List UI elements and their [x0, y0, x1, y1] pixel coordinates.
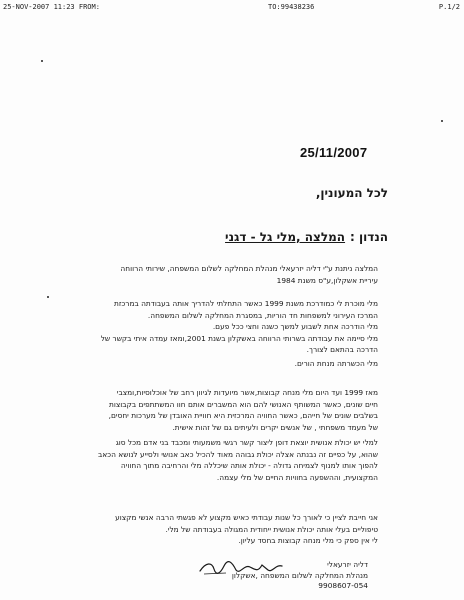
paragraph-line: מלי מוכרת לי כמודרכת משנת 1999 כאשר התחלתי להדריך אותה בעבודתה במרכזת: [113, 299, 378, 308]
paragraph-line: של מעמד משפחתי , של אנשים יקרים ולעיתים גם של זהות אישית.: [172, 422, 378, 432]
paragraph-2: [18, 298, 378, 356]
letter-addressee: לכל המעונין,: [315, 186, 388, 200]
paragraph-line: חיים שונים, כאשר המשותף האנושי להם הוא המשברים אותם חוו המשתתפים בקבוצות: [109, 399, 378, 409]
fax-page-number: P.1/2: [438, 3, 460, 11]
signer-name: דליה יזרעאלי: [327, 560, 368, 569]
paragraph-line: המלצה ניתנת ע"י דליה יזרעאלי מנהלת המחלקה לשלום המשפחה, שירותי הרווחה: [120, 264, 378, 273]
scan-speck: [441, 120, 443, 122]
paragraph-line: מלי הכשרתה מנחת הורים.: [294, 359, 378, 368]
paragraph-line: המרכז העירוני למשפחות חד הוריות, במסגרת המחלקה לשלום המשפחה.: [147, 310, 378, 320]
paragraph-5: [18, 437, 378, 483]
paragraph-line: מלי הודרכה אחת לשבוע למשך כשנה וחצי ככל פעם.: [212, 322, 378, 331]
paragraph-line: להפוך אותו למנוף לצמיחה גדולה - יכולת אותה שיכללה מלי והרחיבה מתוך החוויה: [120, 461, 378, 470]
paragraph-line: אני חייבת לציין כי לאורך כל שנות עבודתי כאיש מקצוע לא פגשתי הרבה אנשי מקצוע: [115, 513, 378, 522]
paragraph-line: עיריית אשקלון,ע"ס משנת 1984: [276, 275, 378, 285]
paragraph-line: המקצועית, וההשפעה בחוויות החיים של מלי עצמה.: [216, 472, 378, 482]
fax-header: [0, 3, 464, 15]
paragraph-line: הדרכה בהתאם לצורך.: [306, 345, 378, 354]
fax-timestamp: 25-NOV-2007 11:23 FROM:: [3, 3, 100, 11]
paragraph-6: [18, 512, 378, 547]
paragraph-4: [18, 387, 378, 433]
paragraph-line: בשלבים שונים של חייהם, כאשר החוויה המרכזית היא חוויית האובדן של מערכות יחסים,: [108, 411, 378, 420]
signer-phone: 9908607-054: [318, 581, 368, 590]
paragraph-line: למלי יש יכולת אנושית יוצאת דופן ליצור קשר רגשי משמעותי ומכבד בני אדם מכל סוג: [115, 438, 378, 447]
letter-subject: [225, 230, 388, 244]
signer-title: מנהלת המחלקה לשלום המשפחה ,אשקלון: [231, 570, 368, 580]
letter-date: 25/11/2007: [300, 145, 368, 160]
scan-speck: [47, 296, 49, 298]
paragraph-1: [18, 263, 378, 286]
paragraph-line: לי אין ספק כי מלי מנחה קבוצות בחסד עליון.: [238, 536, 378, 545]
fax-recipient: TO:99438236: [268, 3, 315, 11]
scan-speck: [41, 60, 43, 62]
paragraph-3: [18, 358, 378, 370]
paragraph-line: טיפוליים בעלי אותה יכולת אנושית ייחודית המגולה בעבודתה של מלי.: [165, 524, 378, 534]
paragraph-line: מלי סיימה את עבודתה בשרותי הרווחה באשקלון בשנת 2001,ומאז עמדה איתי בקשר של: [100, 333, 378, 343]
signature-block: [178, 560, 368, 592]
paragraph-line: שהוא, על כפיים זה נבנתה אצלה יכולת גבוהה מאוד להכיל כאב אנושי ולסייע לנושא הכאב: [97, 449, 378, 459]
subject-name: המלצה ,מלי גל - דגני: [225, 230, 346, 244]
subject-label: הנדון :: [350, 230, 388, 244]
paragraph-line: מאז 1999 ועד היום מלי מנחה קבוצות,אשר מיועדות לגיוון רחב של אוכלוסיות,ומצבי: [116, 388, 378, 397]
